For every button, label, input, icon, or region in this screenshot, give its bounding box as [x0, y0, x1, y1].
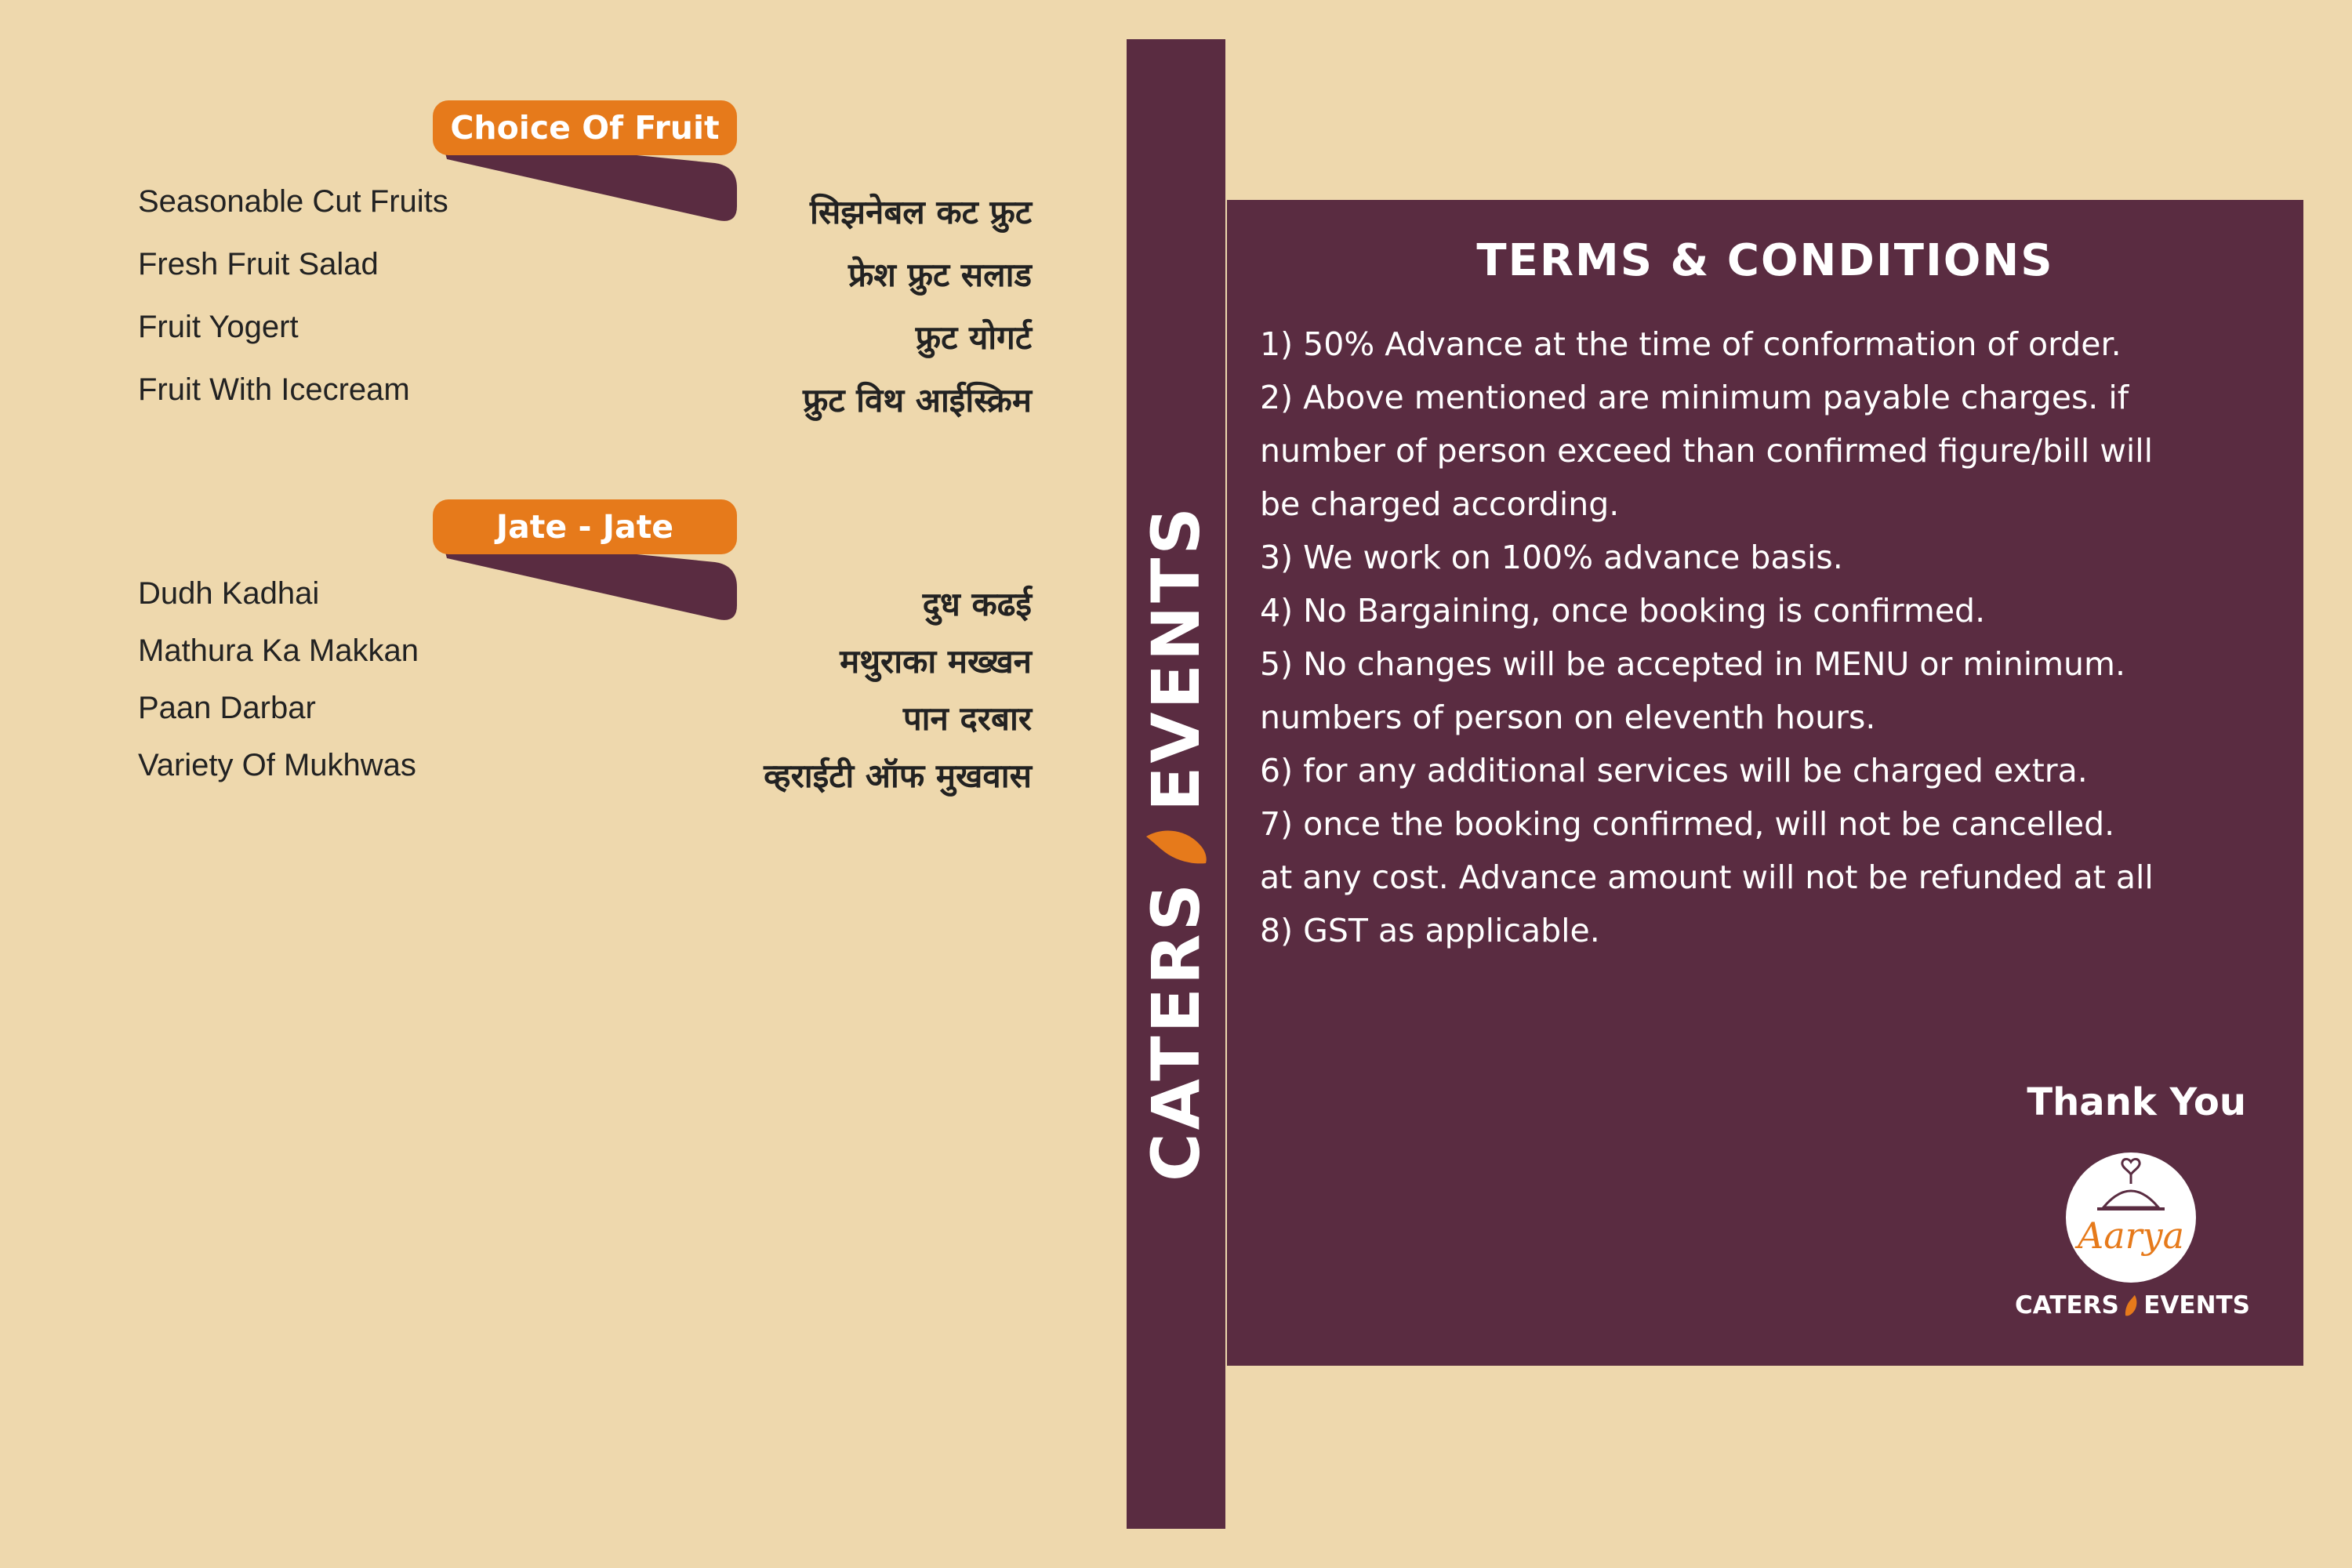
leaf-icon	[2124, 1293, 2139, 1318]
menu-item	[0, 247, 1043, 294]
logo-word-caters: CATERS	[2015, 1291, 2119, 1319]
terms-line: 3) We work on 100% advance basis.	[1260, 539, 1843, 576]
terms-line: 2) Above mentioned are minimum payable charges. if	[1260, 379, 2129, 416]
spine-word-caters: CATERS	[1138, 880, 1214, 1181]
cloche-icon	[2066, 1152, 2196, 1283]
svg-text:Aarya: Aarya	[2077, 1214, 2185, 1257]
menu-item	[0, 748, 1043, 795]
menu-item-english: Mathura Ka Makkan	[138, 633, 419, 668]
terms-line: number of person exceed than confirmed figure/bill will	[1260, 432, 2154, 470]
terms-panel	[1227, 200, 2303, 1366]
logo-brand-text	[2015, 1291, 2250, 1319]
terms-line: 1) 50% Advance at the time of conformation of order.	[1260, 325, 2122, 363]
menu-item-hindi: फ्रेश फ्रुट सलाड	[848, 256, 1032, 294]
section-title: Jate - Jate	[433, 499, 737, 554]
menu-item-english: Paan Darbar	[138, 691, 316, 725]
thank-you-text: Thank You	[2027, 1080, 2246, 1124]
spine-brand	[1138, 504, 1214, 1181]
menu-item-hindi: दुध कढई	[922, 585, 1032, 623]
menu-item-hindi: सिझनेबल कट फ्रुट	[809, 193, 1032, 231]
terms-line: 6) for any additional services will be charged extra.	[1260, 752, 2088, 789]
terms-line: 7) once the booking confirmed, will not be cancelled.	[1260, 805, 2115, 843]
menu-item-english: Variety Of Mukhwas	[138, 748, 416, 782]
spine-word-events: EVENTS	[1138, 504, 1214, 811]
terms-line: 4) No Bargaining, once booking is confirmed.	[1260, 592, 1986, 630]
menu-item	[0, 576, 1043, 623]
menu-page	[0, 0, 1113, 1568]
menu-item-english: Fruit Yogert	[138, 310, 299, 344]
menu-item-english: Dudh Kadhai	[138, 576, 320, 611]
menu-item-hindi: पान दरबार	[902, 699, 1032, 738]
menu-item-hindi: मथुराका मख्खन	[840, 642, 1032, 681]
terms-line: at any cost. Advance amount will not be refunded at all	[1260, 858, 2154, 896]
menu-item	[0, 372, 1043, 419]
terms-line: be charged according.	[1260, 485, 1620, 523]
brand-spine	[1127, 39, 1225, 1529]
menu-item-hindi: फ्रुट योगर्ट	[915, 318, 1032, 357]
menu-item-english: Seasonable Cut Fruits	[138, 184, 448, 219]
menu-item-hindi: फ्रुट विथ आईस्क्रिम	[803, 381, 1032, 419]
terms-title: TERMS & CONDITIONS	[1476, 235, 2054, 286]
terms-list	[1260, 318, 2279, 957]
menu-item-english: Fruit With Icecream	[138, 372, 410, 407]
section-title: Choice Of Fruit	[433, 100, 737, 155]
logo-word-events: EVENTS	[2143, 1291, 2250, 1319]
menu-item	[0, 310, 1043, 357]
terms-line: numbers of person on eleventh hours.	[1260, 699, 1876, 736]
menu-item	[0, 633, 1043, 681]
terms-line: 8) GST as applicable.	[1260, 912, 1600, 949]
menu-item	[0, 184, 1043, 231]
terms-line: 5) No changes will be accepted in MENU or minimum.	[1260, 645, 2125, 683]
menu-item-hindi: व्हराईटी ऑफ मुखवास	[764, 757, 1032, 795]
leaf-icon	[1143, 824, 1209, 868]
menu-item	[0, 691, 1043, 738]
menu-item-english: Fresh Fruit Salad	[138, 247, 379, 281]
brand-logo	[2066, 1152, 2196, 1283]
